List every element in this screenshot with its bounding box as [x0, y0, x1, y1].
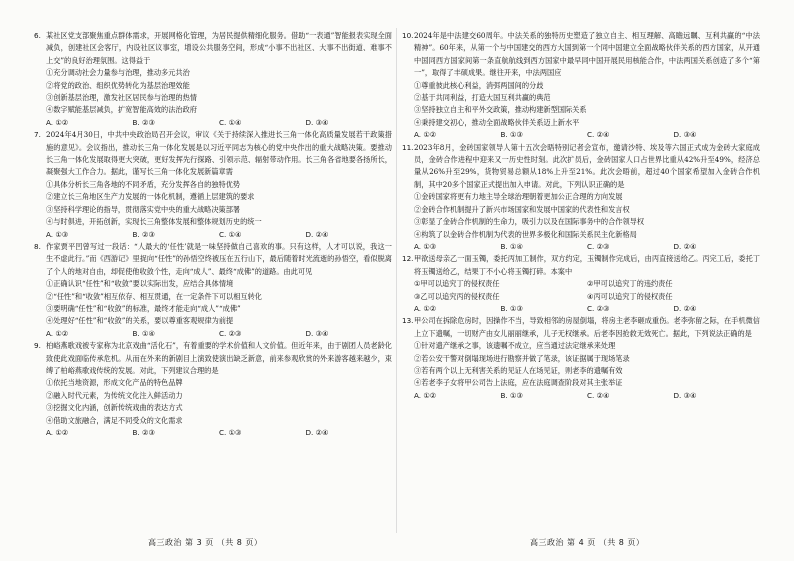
answer-choices — [34, 117, 392, 129]
question-text: 2023年8月，金砖国家领导人第十五次会晤特别记者会宣布，邀请沙特、埃及等六国正式成为金砖大家庭成员，金砖合作进程中迎来又一历史性时刻。此次扩员后，金砖国家人口占世界比重从42%升至49%，经济总量从26%升至29%，货物贸易总额从18%上升至21%。此次会晤前，超过40个国家希望加入金砖合作机制，其中20多个国家正式提出加入申请。对此，下列认识正确的是 — [414, 142, 760, 189]
option-item: ④若老李子女将甲公司告上法庭，应在法庭调查阶段对其主张举证 — [414, 378, 623, 388]
answer-choices — [34, 427, 392, 439]
answer-choices — [402, 129, 760, 141]
question-number: 7. — [34, 130, 41, 140]
answer-choice: D. ③④ — [673, 130, 697, 140]
answer-choice: B. ②③ — [132, 229, 155, 239]
question-text: 2024年是中法建交60周年。中法关系的独特历史塑造了独立自主、相互理解、高瞻远瞩、互利共赢的“中法精神”。60年来，从第一个与中国建交的西方大国到第一个同中国建立全面战略伙伴关系的西方国家，从开通中国同西方国家间第一条直航航线到西方国家中最早同中国开展民用核能合作，中法两国关系创造了多个“第一”，取得了丰硕成果。继往开来，中法两国应 — [414, 31, 760, 78]
answer-choice: B. ②③ — [132, 117, 155, 127]
answer-choice: C. ②④ — [587, 390, 610, 400]
answer-choice: B. ②③ — [132, 428, 155, 437]
answer-choice: A. ①② — [46, 428, 69, 437]
column-divider — [396, 28, 397, 533]
question-number: 11. — [402, 142, 414, 152]
answer-choice: A. ①② — [414, 303, 437, 313]
option-row — [402, 278, 760, 290]
answer-choice: A. ①② — [414, 130, 437, 140]
answer-choices — [402, 303, 760, 315]
option-item: ③要明确“任性”和“收敛”的标准，最终才能走向“成人”“成佛” — [46, 303, 241, 313]
question-text: 某社区党支部聚焦重点群体需求，开展网格化管理，为居民提供精细化服务。借助“一表通”智能报表实现全面减负，创建社区会客厅，内设社区议事室，增设公共服务空间，形成“小事不出社区、大事不出街道、难事不上交”的良好治理氛围。这得益于 — [46, 31, 392, 65]
option-item: ②“任性”和“收敛”相互依存、相互贯通，在一定条件下可以相互转化 — [46, 291, 262, 301]
answer-choice: A. ①② — [414, 390, 437, 400]
option-item: ④数字赋能基层减负，扩宽智能高效的法治政府 — [46, 105, 197, 115]
answer-choice: C. ①④ — [219, 229, 242, 239]
option-item: ①针对遗产继承之事，该遗嘱不成立，应当通过法定继承来处理 — [414, 341, 616, 351]
option-item: ②融入时代元素，为传统文化注入鲜活动力 — [46, 390, 183, 400]
question-stem — [34, 241, 392, 278]
option-item: ④借助文旅融合，满足不同受众的文化需求 — [46, 415, 183, 425]
question-stem — [402, 142, 760, 192]
option-row — [402, 291, 760, 303]
question-number: 13. — [402, 316, 414, 326]
answer-choice: B. ①④ — [132, 328, 155, 338]
question — [402, 253, 760, 315]
answer-choice: A. ①② — [46, 117, 69, 127]
option-item: ④构筑了以金砖合作机制为代表的世界多极化和国际关系民主化新格局 — [414, 229, 637, 239]
answer-choice: C. ②④ — [587, 130, 610, 140]
answer-choice: D. ②④ — [673, 303, 697, 313]
question — [34, 241, 392, 340]
footer-left: 高三政治 第 3 页 （共 8 页） — [148, 538, 263, 547]
answer-choice: A. ①② — [46, 328, 69, 338]
question-number: 6. — [34, 31, 41, 40]
option-item: ①甲可以追究丁的侵权责任 — [414, 279, 500, 289]
question-number: 8. — [34, 241, 41, 251]
answer-choice: D. ③④ — [673, 390, 697, 400]
footer-right: 高三政治 第 4 页 （共 8 页） — [530, 538, 645, 547]
question — [402, 315, 760, 402]
question-stem — [34, 30, 392, 67]
question-stem — [402, 30, 760, 80]
question-text: 作家贾平凹曾写过一段话：“人最大的‘任性’就是一味坚持做自己喜欢的事。只有这样，人才可以说，我这一生不虚此行。”而《西游记》里捉向“任性”的孙悟空终被压在五行山下，最后随着时光流逝的孙悟空，看似脱离了个人的地对自由，却促使他收敛个性，走向“成人”、最终“成佛”的道路。由此可见 — [46, 241, 392, 276]
answer-choice: D. ②④ — [305, 428, 329, 437]
answer-choices — [34, 229, 392, 241]
answer-choice: D. ②④ — [673, 241, 697, 251]
option-item: ④丙可以追究丁的侵权责任 — [587, 291, 673, 301]
question-stem — [34, 129, 392, 179]
question-stem — [34, 340, 392, 377]
option-item: ②基于共同利益，打造大国互利共赢的典范 — [414, 93, 551, 103]
answer-choice: C. ②③ — [587, 303, 610, 313]
answer-choice: B. ①③ — [500, 303, 523, 313]
option-item: ③坚持独立自主和平外交政策，推动构建新型国际关系 — [414, 105, 587, 115]
question — [402, 30, 760, 142]
question-stem — [402, 253, 760, 278]
option-item: ②甲可以追究丁的违约责任 — [587, 279, 673, 289]
answer-choice: B. ①③ — [500, 390, 523, 400]
option-item: ②建立长三角地区生产力发展的一体化机制，遵循上层建筑的要求 — [46, 192, 255, 202]
answer-choice: D. ③④ — [305, 328, 329, 338]
answer-choice: D. ②④ — [305, 229, 329, 239]
question-text: 甲欲送母亲乙一面玉镯，委托丙加工制作，双方约定，玉镯制作完成后，由丙直接送给乙。丙完工后，委托丁将玉镯送给乙，结果丁不小心将玉镯打碎。本案中 — [414, 254, 760, 276]
option-item: ④秉持建交初心，推动全面战略伙伴关系迈上新水平 — [414, 117, 580, 127]
option-item: ②金砖合作机制提升了新兴市场国家和发展中国家的代表性和发言权 — [414, 204, 630, 214]
option-item: ③彰显了金砖合作机制的生命力，吸引力以及在国际事务中的合作领导权 — [414, 217, 645, 227]
question — [34, 30, 392, 129]
answer-choice: A. ①③ — [46, 229, 69, 239]
question — [34, 340, 392, 439]
option-item: ③创新基层治理，激发社区居民参与治理的热情 — [46, 93, 197, 103]
option-item: ③挖掘文化内涵，创新传统戏曲的表达方式 — [46, 403, 183, 413]
option-item: ④与时俱进，开拓创新，实现长三角整体发展和整体规划历史的统一 — [46, 217, 262, 227]
question-number: 12. — [402, 254, 414, 264]
option-item: ④处理好“任性”和“收敛”的关系，要以尊重客观规律为前提 — [46, 316, 234, 326]
question-text: 2024年4月30日，中共中央政治局召开会议，审议《关于持续深入推进长三角一体化高质量发展若干政策措施的意见》。会议指出，推动长三角一体化发展是以习近平同志为核心的党中央作出的重大战略决策。要推动长三角一体化发展取得更大突破，更好发挥先行探路、引领示范、辐射带动作用。长三角各省地要各扬所长，凝聚强大工作合力。据此，谨写长三角一体化发展新篇章需 — [46, 130, 392, 177]
option-item: ②将党的政治、组织优势转化为基层治理效能 — [46, 80, 190, 90]
question-number: 10. — [402, 31, 414, 40]
option-item: ①正确认识“任性”和“收敛”要以实际出发，应结合具体情境 — [46, 279, 234, 289]
answer-choice: B. ①③ — [500, 130, 523, 140]
option-item: ③坚持科学理论的指导，贯彻落实党中央的重大战略决策部署 — [46, 204, 241, 214]
option-item: ①具体分析长三角各地的不同矛盾，充分发挥各自的独特优势 — [46, 179, 241, 189]
left-column — [34, 30, 392, 439]
question-number: 9. — [34, 341, 41, 351]
answer-choice: C. ②③ — [587, 241, 610, 251]
answer-choices — [402, 390, 760, 402]
question — [402, 142, 760, 254]
option-item: ①充分调动社会力量参与治理，推动多元共治 — [46, 68, 190, 78]
option-item: ③乙可以追究丙的侵权责任 — [414, 291, 500, 301]
answer-choice: B. ①④ — [500, 241, 523, 251]
question-text: 甲公司在拆除危房时，因操作不当，导致相邻的房屋倒塌，将房主老李砸成重伤。老李弥留之际，在手机微信上立下遗嘱，一切财产由女儿丽丽继承，儿子无权继承。后老李因抢救无效死亡。据此，下列说法正确的是 — [414, 316, 760, 338]
answer-choice: C. ①④ — [219, 117, 242, 127]
option-item: ①尊重彼此核心利益，消弭两国间的分歧 — [414, 80, 544, 90]
answer-choice: C. ①③ — [219, 428, 242, 437]
option-item: ②若公安干警对倒塌现场进行勘察并做了笔录，该证据属于现场笔录 — [414, 353, 630, 363]
option-item: ①依托当地资源，形成文化产品的特色品牌 — [46, 378, 183, 388]
question-text: 柏峪燕歌戏被专家称为北京戏曲“活化石”，有着重要的学术价值和人文价值。但近年来，由于剧团人员老龄化致使此戏面临传承危机。从而在外来的新剧目上演致使演出缺乏新意，前来参观欣赏的外来游客越来越少，束缚了柏峪燕歌戏传统的发展。对此，下列建议合理的是 — [46, 341, 392, 375]
question — [34, 129, 392, 241]
option-item: ③若有两个以上无利害关系的见证人在场见证，则老李的遗嘱有效 — [414, 365, 623, 375]
answer-choice: D. ③④ — [305, 117, 329, 127]
question-stem — [402, 315, 760, 340]
right-column — [402, 30, 760, 402]
answer-choice: C. ②③ — [219, 328, 242, 338]
answer-choices — [402, 241, 760, 253]
option-item: ①金砖国家将更有力地主导全球治理朝着更加公正合理的方向发展 — [414, 192, 623, 202]
answer-choices — [34, 328, 392, 340]
answer-choice: A. ①③ — [414, 241, 437, 251]
